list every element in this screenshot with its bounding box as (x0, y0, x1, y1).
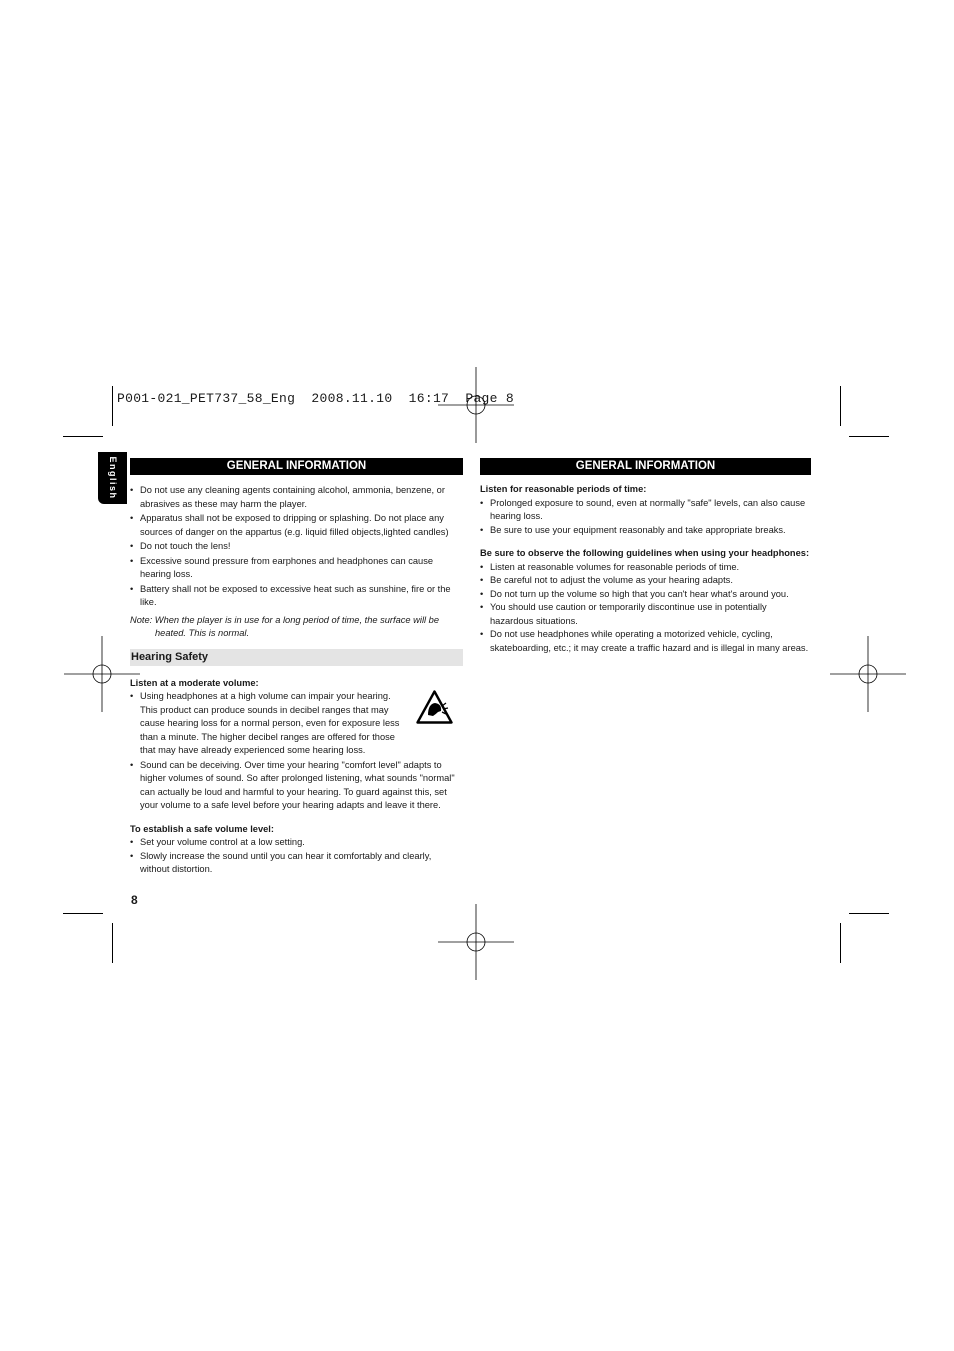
registration-mark-right (830, 636, 906, 712)
guidelines-bullets (480, 561, 811, 656)
list-item: • Do not touch the lens! (130, 540, 463, 554)
list-item: • Excessive sound pressure from earphones and headphones can cause hearing loss. (130, 555, 463, 582)
crop-mark-top-right-v (840, 386, 841, 426)
list-item: • Do not use headphones while operating a motorized vehicle, cycling, skateboarding, etc.; it may create a traffic hazard and is illegal in many areas. (480, 628, 811, 655)
crop-mark-top-right-h (849, 436, 889, 437)
crop-mark-bottom-right-h (849, 913, 889, 914)
list-item: • Do not use any cleaning agents containing alcohol, ammonia, benzene, or abrasives as these may harm the player. (130, 484, 463, 511)
registration-mark-left (64, 636, 140, 712)
list-item: • Be sure to use your equipment reasonably and take appropriate breaks. (480, 524, 811, 538)
moderate-volume-title: Listen at a moderate volume: (130, 677, 259, 688)
list-item (130, 690, 463, 758)
crop-mark-top-left-v (112, 386, 113, 426)
heat-note: Note: When the player is in use for a long period of time, the surface will be heated. This is normal. (130, 614, 440, 638)
list-item: • Apparatus shall not be exposed to dripping or splashing. Do not place any sources of danger on the appartus (e.g. liquid filled objects,lighted candles) (130, 512, 463, 539)
registration-mark-top (438, 367, 514, 443)
list-item: • Prolonged exposure to sound, even at normally "safe" levels, can also cause hearing loss. (480, 497, 811, 524)
moderate-volume-block (130, 690, 463, 813)
general-bullets (130, 484, 463, 610)
list-item: • Do not turn up the volume so high that you can't hear what's around you. (480, 588, 811, 602)
list-item: • Slowly increase the sound until you can hear it comfortably and clearly, without distortion. (130, 850, 463, 877)
list-item: • Be careful not to adjust the volume as your hearing adapts. (480, 574, 811, 588)
safe-volume-title: To establish a safe volume level: (130, 823, 274, 834)
list-item-text: • Using headphones at a high volume can impair your hearing. This product can produce sounds in decibel ranges that may cause hearing loss for a normal person, even for exposure less than a minute. The higher decibel ranges are offered for those that may have already experienced some hearing loss. (140, 691, 400, 755)
left-section-header: GENERAL INFORMATION (130, 458, 463, 475)
left-column (130, 458, 463, 877)
right-section-header: GENERAL INFORMATION (480, 458, 811, 475)
guidelines-title: Be sure to observe the following guidelines when using your headphones: (480, 548, 810, 558)
crop-mark-top-left-h (63, 436, 103, 437)
print-slug: P001-021_PET737_58_Eng 2008.11.10 16:17 Page 8 (117, 391, 514, 406)
right-column (480, 458, 811, 655)
hearing-safety-title: Hearing Safety (130, 649, 463, 666)
periods-title: Listen for reasonable periods of time: (480, 484, 647, 494)
moderate-volume-bullets (130, 690, 463, 813)
crop-mark-bottom-left-h (63, 913, 103, 914)
periods-bullets (480, 497, 811, 538)
list-item: • Listen at reasonable volumes for reasonable periods of time. (480, 561, 811, 575)
crop-mark-bottom-right-v (840, 923, 841, 963)
list-item: • Set your volume control at a low setting. (130, 836, 463, 850)
safe-volume-bullets (130, 836, 463, 877)
page-number: 8 (131, 893, 138, 907)
list-item: • You should use caution or temporarily discontinue use in potentially hazardous situations. (480, 601, 811, 628)
list-item: • Sound can be deceiving. Over time your hearing "comfort level" adapts to higher volumes of sound. So after prolonged listening, what sounds "normal" can actually be loud and harmful to your hearing. To guard against this, set your volume to a safe level before your hearing adapts and leave it there. (130, 759, 463, 813)
list-item: • Battery shall not be exposed to excessive heat such as sunshine, fire or the like. (130, 583, 463, 610)
language-tab (98, 452, 127, 504)
registration-mark-bottom (438, 904, 514, 980)
language-tab-label: English (107, 456, 118, 500)
crop-mark-bottom-left-v (112, 923, 113, 963)
